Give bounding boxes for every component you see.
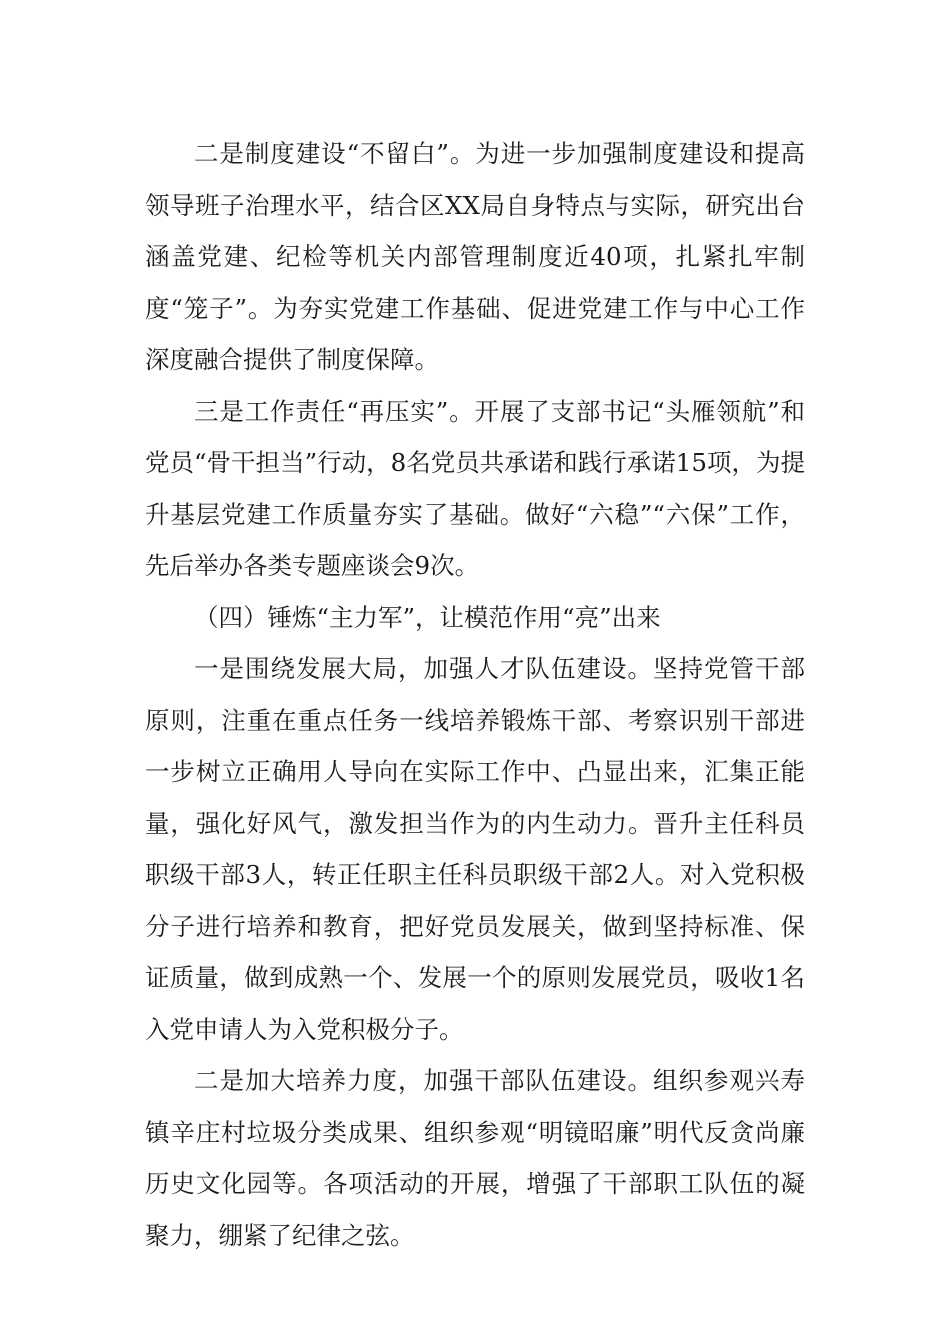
paragraph-talent-team: 一是围绕发展大局，加强人才队伍建设。坚持党管干部原则，注重在重点任务一线培养锻炼干部、考察识别干部进一步树立正确用人导向在实际工作中、凸显出来，汇集正能量，强化好风气，激发担当作为的内生动力。晋升主任科员职级干部3人，转正任职主任科员职级干部2人。对入党积极分子进行培养和教育，把好党员发展关，做到坚持标准、保证质量，做到成熟一个、发展一个的原则发展党员，吸收1名入党申请人为入党积极分子。 xyxy=(145,654,805,1044)
paragraph-cadre-training: 二是加大培养力度，加强干部队伍建设。组织参观兴寿镇辛庄村垃圾分类成果、组织参观“明镜昭廉”明代反贪尚廉历史文化园等。各项活动的开展，增强了干部职工队伍的凝聚力，绷紧了纪律之弦。 xyxy=(145,1066,805,1250)
paragraph-system-building: 二是制度建设“不留白”。为进一步加强制度建设和提高领导班子治理水平，结合区XX局自身特点与实际，研究出台涵盖党建、纪检等机关内部管理制度近40项，扎紧扎牢制度“笼子”。为夯实党建工作基础、促进党建工作与中心工作深度融合提供了制度保障。 xyxy=(145,139,805,374)
paragraph-work-responsibility: 三是工作责任“再压实”。开展了支部书记“头雁领航”和党员“骨干担当”行动，8名党员共承诺和践行承诺15项，为提升基层党建工作质量夯实了基础。做好“六稳”“六保”工作，先后举办各类专题座谈会9次。 xyxy=(145,396,805,580)
section-heading-main-force: （四）锤炼“主力军”，让模范作用“亮”出来 xyxy=(194,602,661,632)
document-body xyxy=(145,128,805,1261)
